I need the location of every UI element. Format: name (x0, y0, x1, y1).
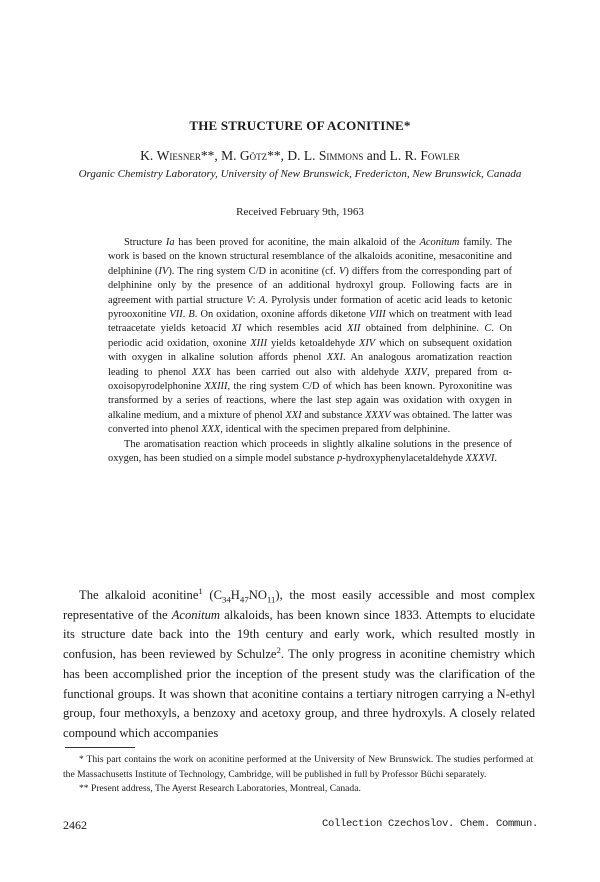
footnote-divider (65, 747, 135, 748)
author: K. Wiesner** (140, 148, 215, 163)
author: D. L. Simmons (287, 148, 364, 163)
body-paragraph: The alkaloid aconitine$^1$ $(C_{34}H_{47}NO_{11})$, the most easily accessible and most complex representative of the Aconitum alkaloids, has been known since 1833. Attempts to elucidate its structure date back into the 19th century and early work, which resulted mostly in confusion, has been reviewed by Schulze$^2$. The only progress in aconitine chemistry which has been accomplished prior the inception of the present study was the clarification of the functional groups. It was shown that aconitine contains a tertiary nitrogen carrying a N-ethyl group, four methoxyls, a benzoxy and acetoxy group, and three hydroxyls. A closely related compound which accompanies (63, 585, 536, 740)
affiliation: Organic Chemistry Laboratory, University of New Brunswick, Fredericton, New Brunswick, Canada (78, 168, 522, 180)
author: M. Götz** (221, 148, 281, 163)
paper-title: THE STRUCTURE OF ACONITINE* (189, 118, 411, 133)
author: L. R. Fowler (389, 148, 460, 163)
abstract-paragraph: Structure Ia has been proved for aconitine, the main alkaloid of the Aconitum family. The work is based on the known structural resemblance of the alkaloids aconitine, mesaconitine and delphinine (IV). The ring system C/D in aconitine (cf. V) differs from the corresponding part of delphinine only by the presence of an additional hydroxyl group. Following facts are in agreement with partial structure V: A. Pyrolysis under formation of acetic acid leads to ketonic pyrooxonitine VII. B. On oxidation, oxonine affords diketone VIII which on treatment with lead tetraacetate yields ketoacid XI which resembles acid XII obtained from delphinine. C. On periodic acid oxidation, oxonine XIII yields ketoaldehyde XIV which on subsequent oxidation with oxygen in alkaline solution affords phenol XXI. An analogous aromatization reaction leading to phenol XXX has been carried out also with aldehyde XXIV, prepared from α-oxoisopyrodelphonine XXIII, the ring system C/D of which has been known. Pyroxonitine was transformed by a series of reactions, where the last step again was oxidation with oxygen in alkaline medium, and a mixture of phenol XXI and substance XXXV was obtained. The latter was converted into phenol XXX, identical with the specimen prepared from delphinine. (108, 237, 513, 436)
abstract-paragraph: The aromatisation reaction which proceeds in slightly alkaline solutions in the presence of oxygen, has been studied on a simple model substance p-hydroxyphenylacetaldehyde XXXVI. (108, 438, 512, 465)
body-text (63, 586, 535, 744)
author-list: K. Wiesner**, M. Götz**, D. L. Simmons and L. R. Fowler (140, 148, 460, 163)
footnote: * This part contains the work on aconitine performed at the University of New Brunswick. The studies performed at the Massachusetts Institute of Technology, Cambridge, will be published in full by Professor Büchi separately. (63, 754, 533, 780)
footnote: ** Present address, The Ayerst Research Laboratories, Montreal, Canada. (79, 783, 361, 795)
abstract (108, 236, 512, 467)
page-number: 2462 (63, 818, 87, 832)
footnotes (63, 753, 533, 797)
received-date: Received February 9th, 1963 (236, 206, 364, 218)
journal-name: Collection Czechoslov. Chem. Commun. (321, 818, 538, 830)
